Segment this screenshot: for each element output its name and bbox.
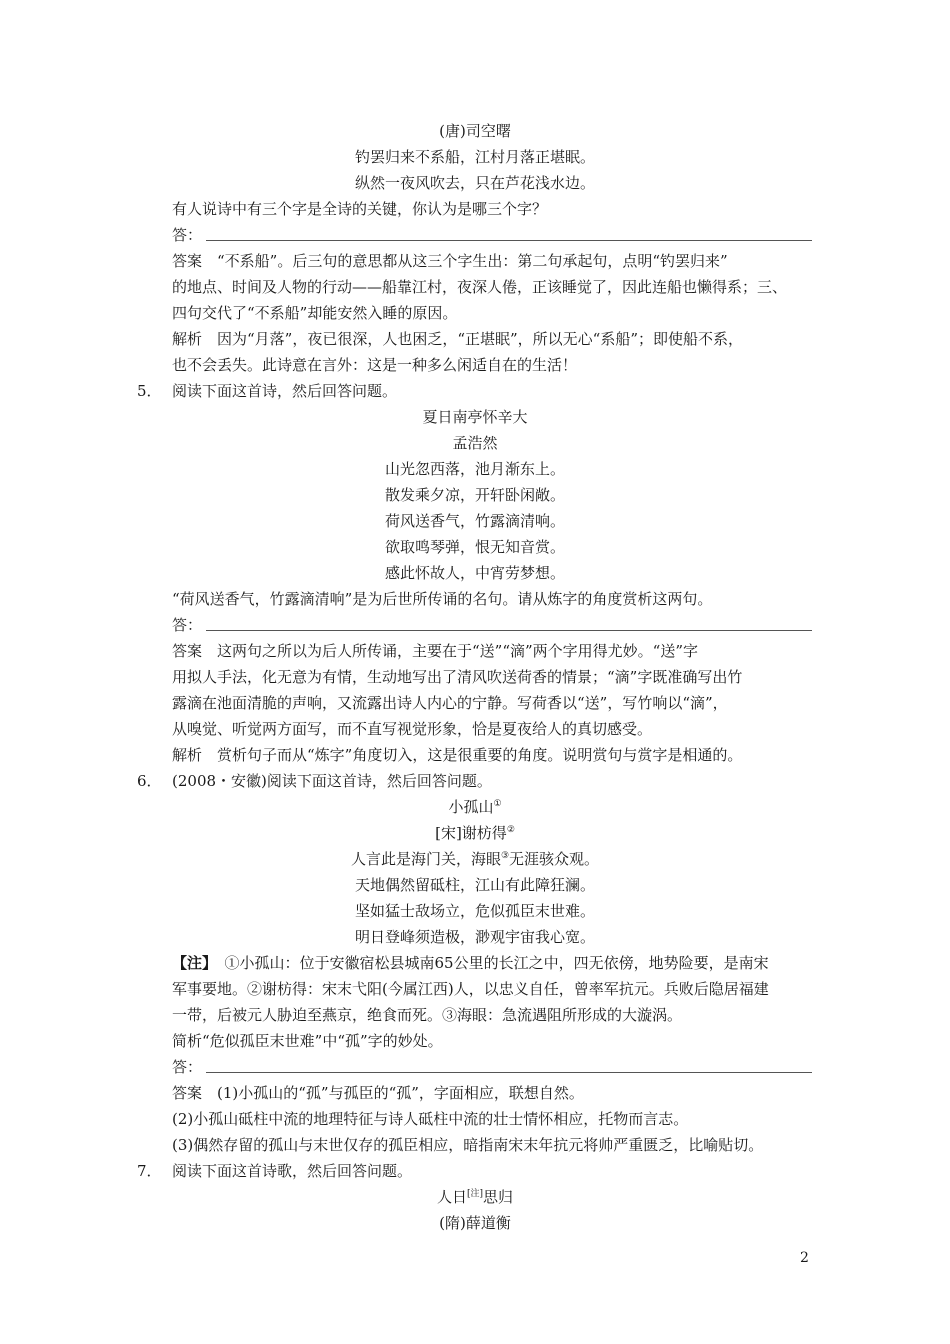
answer-line: 的地点、时间及人物的行动——船靠江村，夜深人倦，正该睡觉了，因此连船也懒得系；三、 [172, 278, 788, 296]
answer-line: 答案 (1)小孤山的“孤”与孤臣的“孤”，字面相应，联想自然。 [172, 1084, 584, 1102]
poem-author: (唐)司空曙 [439, 122, 511, 140]
question-text: 简析“危似孤臣末世难”中“孤”字的妙处。 [172, 1032, 443, 1050]
answer-line: 露滴在池面清脆的声响，又流露出诗人内心的宁静。写荷香以“送”，写竹响以“滴”， [172, 694, 728, 712]
answer-underline [206, 1072, 812, 1073]
poem-line-text: 无涯骇众观。 [509, 850, 600, 868]
poem-line: 钓罢归来不系船，江村月落正堪眠。 [354, 148, 595, 166]
poem-title [0, 1184, 950, 1210]
answer-line: 从嗅觉、听觉两方面写，而不直写视觉形象，恰是夏夜给人的真切感受。 [172, 720, 653, 738]
poem-line: 荷风送香气，竹露滴清响。 [384, 512, 565, 530]
note-line: 一带，后被元人胁迫至燕京，绝食而死。③海眼：急流遇阻所形成的大漩涡。 [172, 1006, 683, 1024]
poem-title-text: 思归 [483, 1188, 514, 1206]
answer-underline [206, 630, 812, 631]
footnote-marker: [注] [466, 1189, 484, 1199]
note-line [172, 950, 769, 976]
poem-line: 感此怀故人，中宵劳梦想。 [384, 564, 565, 582]
question-prompt: 阅读下面这首诗歌，然后回答问题。 [172, 1162, 413, 1180]
answer-line: 四句交代了“不系船”却能安然入睡的原因。 [172, 304, 458, 322]
poem-line [0, 846, 950, 872]
poem-title [0, 794, 950, 820]
analysis-line: 解析 赏析句子而从“炼字”角度切入，这是很重要的角度。说明赏句与赏字是相通的。 [172, 746, 743, 764]
answer-blank [172, 222, 812, 248]
note-line: 军事要地。②谢枋得：宋末弋阳(今属江西)人，以忠义自任，曾率军抗元。兵败后隐居福建 [172, 980, 769, 998]
question-number: 5． [137, 382, 162, 400]
analysis-line: 解析 因为“月落”，夜已很深，人也困乏，“正堪眠”，所以无心“系船”；即使船不系， [172, 330, 744, 348]
footnote-marker: ③ [500, 851, 510, 861]
answer-line: 答案 这两句之所以为后人所传诵，主要在于“送”“滴”两个字用得尤妙。“送”字 [172, 642, 699, 660]
poem-line: 纵然一夜风吹去，只在芦花浅水边。 [354, 174, 595, 192]
answer-line: 用拟人手法，化无意为有情，生动地写出了清风吹送荷香的情景；“滴”字既准确写出竹 [172, 668, 743, 686]
answer-line: 答案 “不系船”。后三句的意思都从这三个字生出：第二句承起句，点明“钓罢归来” [172, 252, 728, 270]
page-number: 2 [800, 1250, 809, 1266]
poem-line: 欲取鸣琴弹，恨无知音赏。 [384, 538, 565, 556]
poem-author [0, 820, 950, 846]
poem-line: 山光忽西落，池月渐东上。 [384, 460, 565, 478]
poem-author: 孟浩然 [452, 434, 498, 452]
poem-line: 散发乘夕凉，开轩卧闲敞。 [384, 486, 565, 504]
question-prompt: 阅读下面这首诗，然后回答问题。 [172, 382, 398, 400]
poem-line: 坚如猛士敌场立，危似孤臣末世难。 [354, 902, 595, 920]
poem-title-text: 小孤山 [448, 798, 494, 816]
answer-label: 答： [172, 616, 203, 634]
answer-label: 答： [172, 1058, 203, 1076]
question-number: 6． [137, 772, 162, 790]
answer-label: 答： [172, 226, 203, 244]
question-prompt: (2008・安徽)阅读下面这首诗，然后回答问题。 [172, 772, 492, 790]
poem-line: 明日登峰须造极，渺观宇宙我心宽。 [354, 928, 595, 946]
analysis-line: 也不会丢失。此诗意在言外：这是一种多么闲适自在的生活！ [172, 356, 578, 374]
answer-line: (3)偶然存留的孤山与末世仅存的孤臣相应，暗指南宋末年抗元将帅严重匮乏，比喻贴切。 [172, 1136, 764, 1154]
question-number: 7． [137, 1162, 162, 1180]
question-text: 有人说诗中有三个字是全诗的关键，你认为是哪三个字？ [172, 200, 548, 218]
note-label: 【注】 [172, 954, 210, 972]
poem-line-text: 人言此是海门关，海眼 [350, 850, 501, 868]
poem-author: (隋)薛道衡 [439, 1214, 511, 1232]
question-text: “荷风送香气，竹露滴清响”是为后世所传诵的名句。请从炼字的角度赏析这两句。 [172, 590, 713, 608]
poem-author-text: [宋]谢枋得 [435, 824, 507, 842]
poem-title-text: 人日 [436, 1188, 467, 1206]
footnote-marker: ② [506, 825, 515, 835]
poem-title: 夏日南亭怀辛大 [422, 408, 528, 426]
answer-blank [172, 1054, 812, 1080]
answer-blank [172, 612, 812, 638]
footnote-marker: ① [493, 799, 502, 809]
answer-underline [206, 240, 812, 241]
note-text: ①小孤山：位于安徽宿松县城南65公里的长江之中，四无依傍，地势险要，是南宋 [209, 954, 769, 972]
answer-line: (2)小孤山砥柱中流的地理特征与诗人砥柱中流的壮士情怀相应，托物而言志。 [172, 1110, 689, 1128]
poem-line: 天地偶然留砥柱，江山有此障狂澜。 [354, 876, 595, 894]
